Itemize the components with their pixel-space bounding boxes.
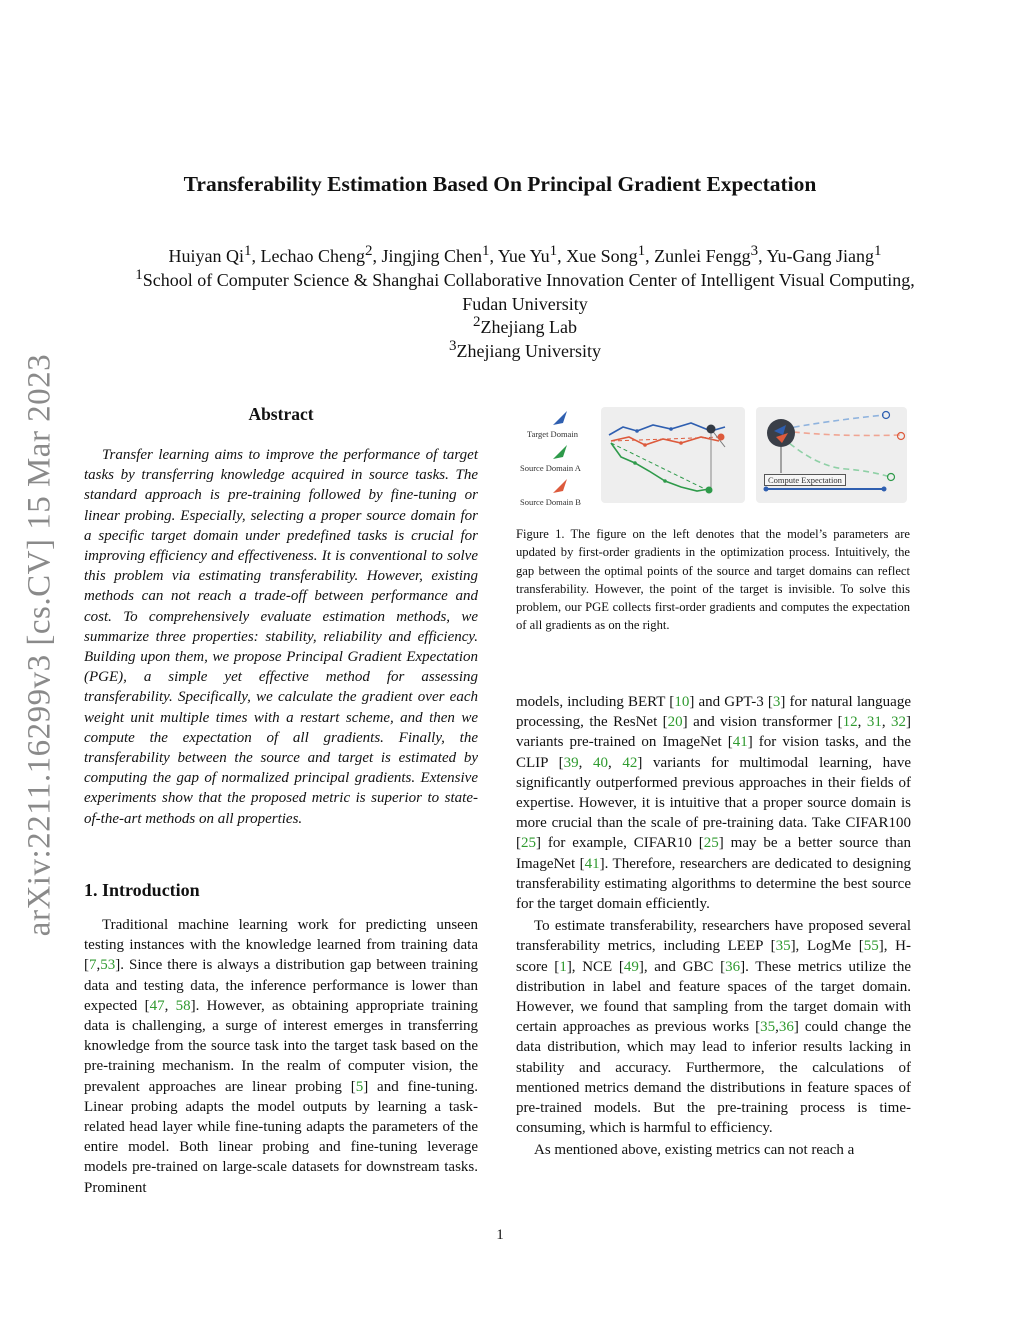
citation-link[interactable]: 40 (593, 754, 608, 771)
citation-link[interactable]: 25 (703, 835, 719, 852)
citation-link[interactable]: 25 (521, 835, 536, 852)
author-affiliation-sup: 1 (481, 243, 490, 259)
author-name: Yu-Gang Jiang (766, 246, 874, 266)
intro-left-column (84, 915, 478, 1198)
author-affiliation-sup: 3 (750, 243, 759, 259)
optimization-paths-panel (601, 407, 745, 503)
abstract-body (84, 445, 478, 829)
citation-link[interactable]: 20 (667, 714, 683, 731)
source-domain-a-arrow-icon (539, 441, 579, 461)
citation-link[interactable]: 31 (866, 714, 882, 731)
citation-link[interactable]: 42 (622, 754, 638, 771)
author-affiliation-sup: 1 (874, 243, 882, 259)
arxiv-id: arXiv:2211.16299v3 [cs.CV] 15 Mar 2023 (21, 353, 58, 937)
figure-1-caption: Figure 1. The figure on the left denotes that the model’s parameters are updated by first-order gradients in the optimization process. Intuitively, the gap between the optimal points of the source and target domains can reflect transferability. However, the point of the target is invisible. To solve this problem, our PGE collects first-order gradients and computes the expectation of all gradients as on the right. (516, 527, 910, 633)
citation-link[interactable]: 32 (891, 714, 907, 731)
intro-paragraph-2: models, including BERT [10] and GPT-3 [3] for natural language processing, the ResNet [20] and vision transformer [12, 31, 32] variants pre-trained on ImageNet [41] for vision tasks, and the CLIP [39, 40, 42] variants for multimodal learning, have significantly outperformed previous approaches in their fields of expertise. However, it is intuitive that a proper source domain is more crucial than the scale of pre-training data. Take CIFAR100 [25] for example, CIFAR10 [25] may be a better source than ImageNet [41]. Therefore, researchers are dedicated to designing transferability estimating algorithms to determine the best source for the target domain efficiently. (516, 694, 912, 913)
citation-link[interactable]: 35 (760, 1019, 776, 1036)
intro-right-column (516, 692, 911, 1161)
author-affiliation-sup: 1 (244, 243, 252, 259)
compute-expectation-label: Compute Expectation (764, 474, 846, 486)
source-domain-b-arrow-icon (539, 475, 579, 495)
citation-link[interactable]: 10 (674, 694, 690, 710)
affiliation-3-text: Zhejiang University (456, 341, 601, 361)
compute-expectation-plot (756, 407, 907, 503)
citation-link[interactable]: 58 (175, 997, 191, 1014)
author-affiliation-sup: 1 (637, 243, 646, 259)
citation-link[interactable]: 49 (623, 958, 639, 975)
citation-link[interactable]: 36 (778, 1019, 794, 1036)
author-name: Lechao Cheng (260, 246, 365, 266)
paper-title: Transferability Estimation Based On Principal Gradient Expectation (183, 172, 817, 196)
affiliation-3-sup: 3 (449, 338, 457, 354)
legend-source-domain-a: Source Domain A (520, 463, 581, 473)
citation-link[interactable]: 35 (775, 938, 791, 955)
citation-link[interactable]: 7 (89, 957, 97, 974)
page-number: 1 (496, 1227, 504, 1243)
legend-target-domain: Target Domain (527, 429, 578, 439)
citation-link[interactable]: 5 (355, 1078, 364, 1095)
author-name: Jingjing Chen (381, 246, 482, 266)
optimization-paths-plot (601, 407, 745, 503)
author-list: Huiyan Qi$^1$, Lechao Cheng$^2$, Jingjing Chen$^1$, Yue Yu$^1$, Xue Song$^1$, Zunlei Fengg$^3$, Yu-Gang Jiang$^1$ (168, 243, 882, 266)
affiliation-2-sup: 2 (473, 314, 481, 330)
citation-link[interactable]: 41 (732, 734, 748, 751)
affiliation-2-text: Zhejiang Lab (480, 317, 577, 337)
figure-1 (515, 405, 910, 505)
arxiv-stamp (14, 345, 66, 945)
author-name: Yue Yu (497, 246, 550, 266)
legend-source-domain-b: Source Domain B (520, 497, 581, 507)
affiliation-3 (60, 335, 990, 364)
intro-paragraph-4: As mentioned above, existing metrics can not reach a (534, 1142, 855, 1159)
author-name: Xue Song (566, 246, 638, 266)
affiliation-1-line2: Fudan University (462, 293, 588, 314)
intro-paragraph-3: To estimate transferability, researchers have proposed several transferability metrics, including LEEP [35], LogMe [55], H-score [1], NCE [49], and GBC [36]. These metrics utilize the distribution in label and feature spaces of the target domain. However, we found that sampling from the target domain with certain approaches as previous works [35,36] could change the data distribution, which may lead to inferior results lacking in stability and accuracy. Furthermore, the calculations of mentioned metrics demand the distributions in feature spaces of pre-trained models. But the pre-training process is time-consuming, which is harmful to efficiency. (516, 918, 911, 1137)
author-name: Zunlei Fengg (654, 246, 751, 266)
citation-link[interactable]: 1 (559, 958, 567, 975)
author-name: Huiyan Qi (168, 246, 244, 266)
citation-link[interactable]: 12 (842, 714, 858, 731)
citation-link[interactable]: 39 (563, 754, 579, 771)
section-heading-introduction: 1. Introduction (84, 880, 200, 900)
intro-paragraph-1: Traditional machine learning work for predicting unseen testing instances with the knowledge learned from training data [7,53]. Since there is always a distribution gap between training data and testing data, the inference performance is lower than expected [47, 58]. However, as obtaining appropriate training data is challenging, a surge of interest emerges in transferring knowledge from the source task into the target task based on the pre-training mechanism. In the realm of computer vision, the prevalent approaches are linear probing [5] and fine-tuning. Linear probing adapts the model outputs by learning a task-related head layer while fine-tuning adapts the parameters of the entire model. Both linear probing and fine-tuning leverage models pre-trained on large-scale datasets for downstream tasks. Prominent (84, 917, 478, 1196)
citation-link[interactable]: 47 (149, 997, 165, 1014)
affiliation-1-line1: School of Computer Science & Shanghai Collaborative Innovation Center of Intelligent Visual Computing, (142, 270, 915, 290)
affiliation-1-sup: 1 (135, 267, 143, 283)
affiliation-1 (60, 264, 990, 316)
citation-link[interactable]: 55 (863, 938, 879, 955)
author-affiliation-sup: 2 (364, 243, 373, 259)
abstract-text: Transfer learning aims to improve the performance of target tasks by transferring knowledge acquired in source tasks. The standard approach is pre-training followed by fine-tuning or linear probing. Especially, selecting a proper source domain for a specific target domain under predefined tasks is crucial for improving efficiency and effectiveness. It is conventional to solve this problem via estimating transferability. However, existing methods can not reach a trade-off between performance and cost. To comprehensively evaluate estimation methods, we summarize three properties: stability, reliability and efficiency. Building upon them, we propose Principal Gradient Expectation (PGE), a simple yet effective method for assessing transferability. Specifically, we calculate the gradient over each weight unit multiple times with a restart scheme, and then we compute the expectation of all gradients. Finally, the transferability between the source and target is estimated by computing the gap of normalized principal gradients. Extensive experiments show that the proposed metric is superior to state-of-the-art methods on all properties. (84, 447, 478, 827)
citation-link[interactable]: 41 (584, 855, 600, 872)
citation-link[interactable]: 53 (100, 957, 116, 974)
target-domain-arrow-icon (539, 407, 579, 427)
citation-link[interactable]: 3 (772, 694, 781, 710)
author-affiliation-sup: 1 (549, 243, 558, 259)
abstract-heading: Abstract (248, 404, 314, 424)
compute-expectation-panel (756, 407, 907, 503)
citation-link[interactable]: 36 (725, 958, 741, 975)
